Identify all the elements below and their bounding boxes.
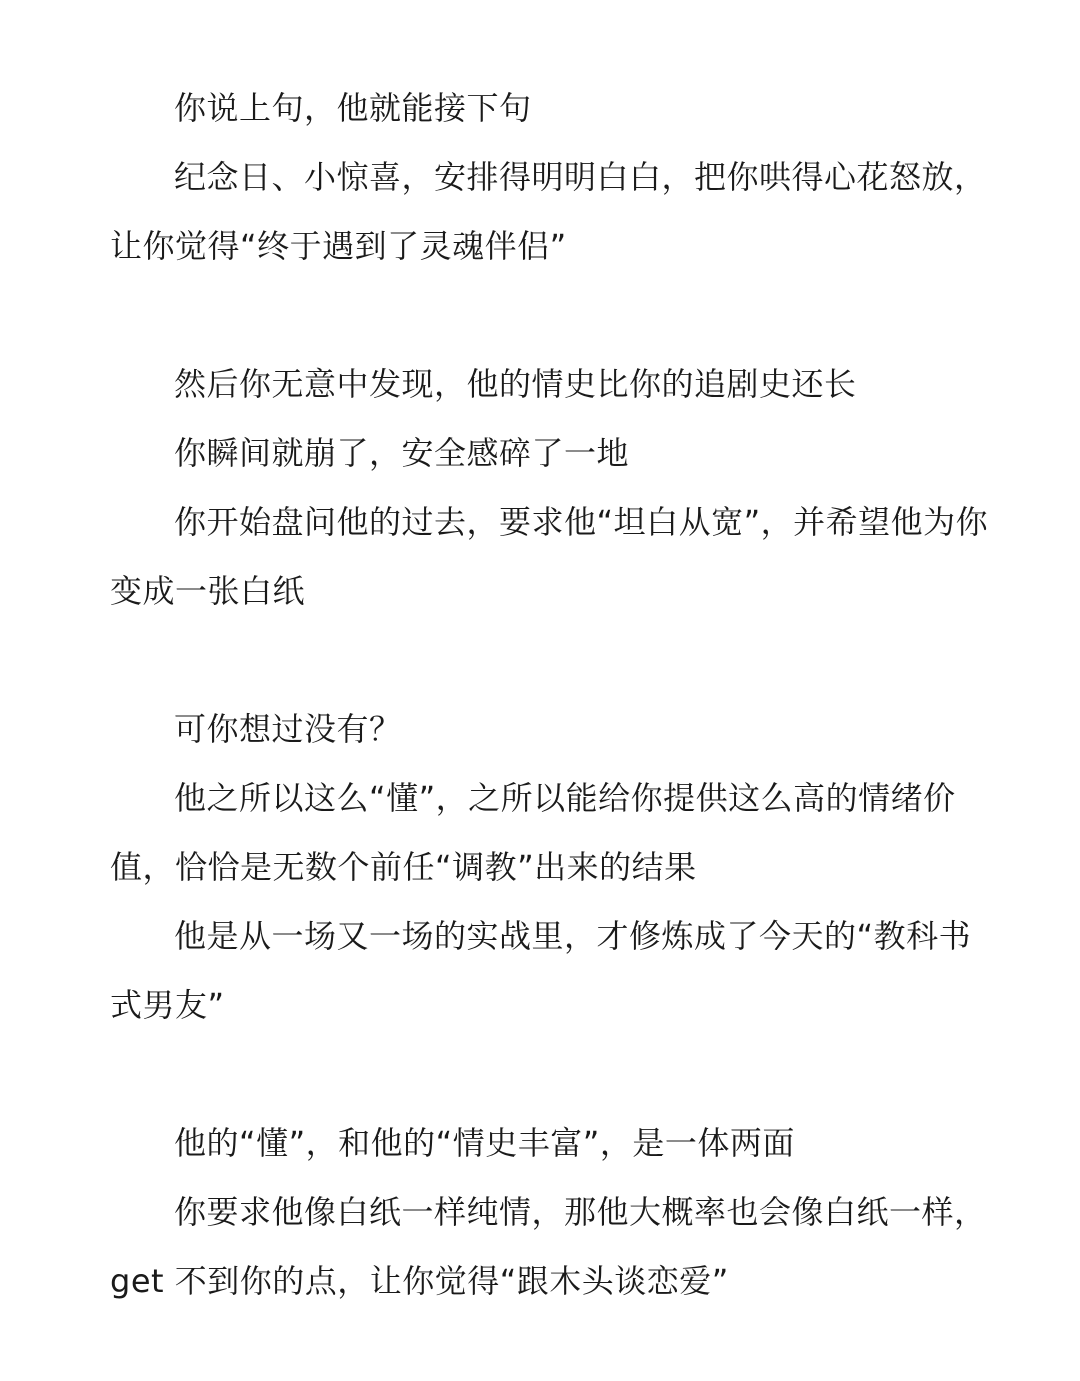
paragraph: 纪念日、小惊喜，安排得明明白白，把你哄得心花怒放，让你觉得“终于遇到了灵魂伴侣” [110,158,987,265]
paragraph: 然后你无意中发现，他的情史比你的追剧史还长 [174,365,857,403]
paragraph: 你说上句，他就能接下句 [174,89,532,127]
paragraph-spacer [110,626,990,695]
paragraph: 他的“懂”，和他的“情史丰富”，是一体两面 [174,1124,795,1162]
paragraph-spacer [110,1040,990,1109]
paragraph-spacer [110,281,990,350]
article-body [110,74,990,1316]
paragraph: 他是从一场又一场的实战里，才修炼成了今天的“教科书式男友” [110,917,972,1024]
paragraph: 可你想过没有？ [174,710,402,748]
paragraph: 你瞬间就崩了，安全感碎了一地 [174,434,630,472]
paragraph: 他之所以这么“懂”，之所以能给你提供这么高的情绪价值，恰恰是无数个前任“调教”出来的结果 [110,779,956,886]
paragraph: 你要求他像白纸一样纯情，那他大概率也会像白纸一样，get 不到你的点，让你觉得“跟木头谈恋爱” [110,1193,987,1300]
paragraph: 你开始盘问他的过去，要求他“坦白从宽”，并希望他为你变成一张白纸 [110,503,989,610]
